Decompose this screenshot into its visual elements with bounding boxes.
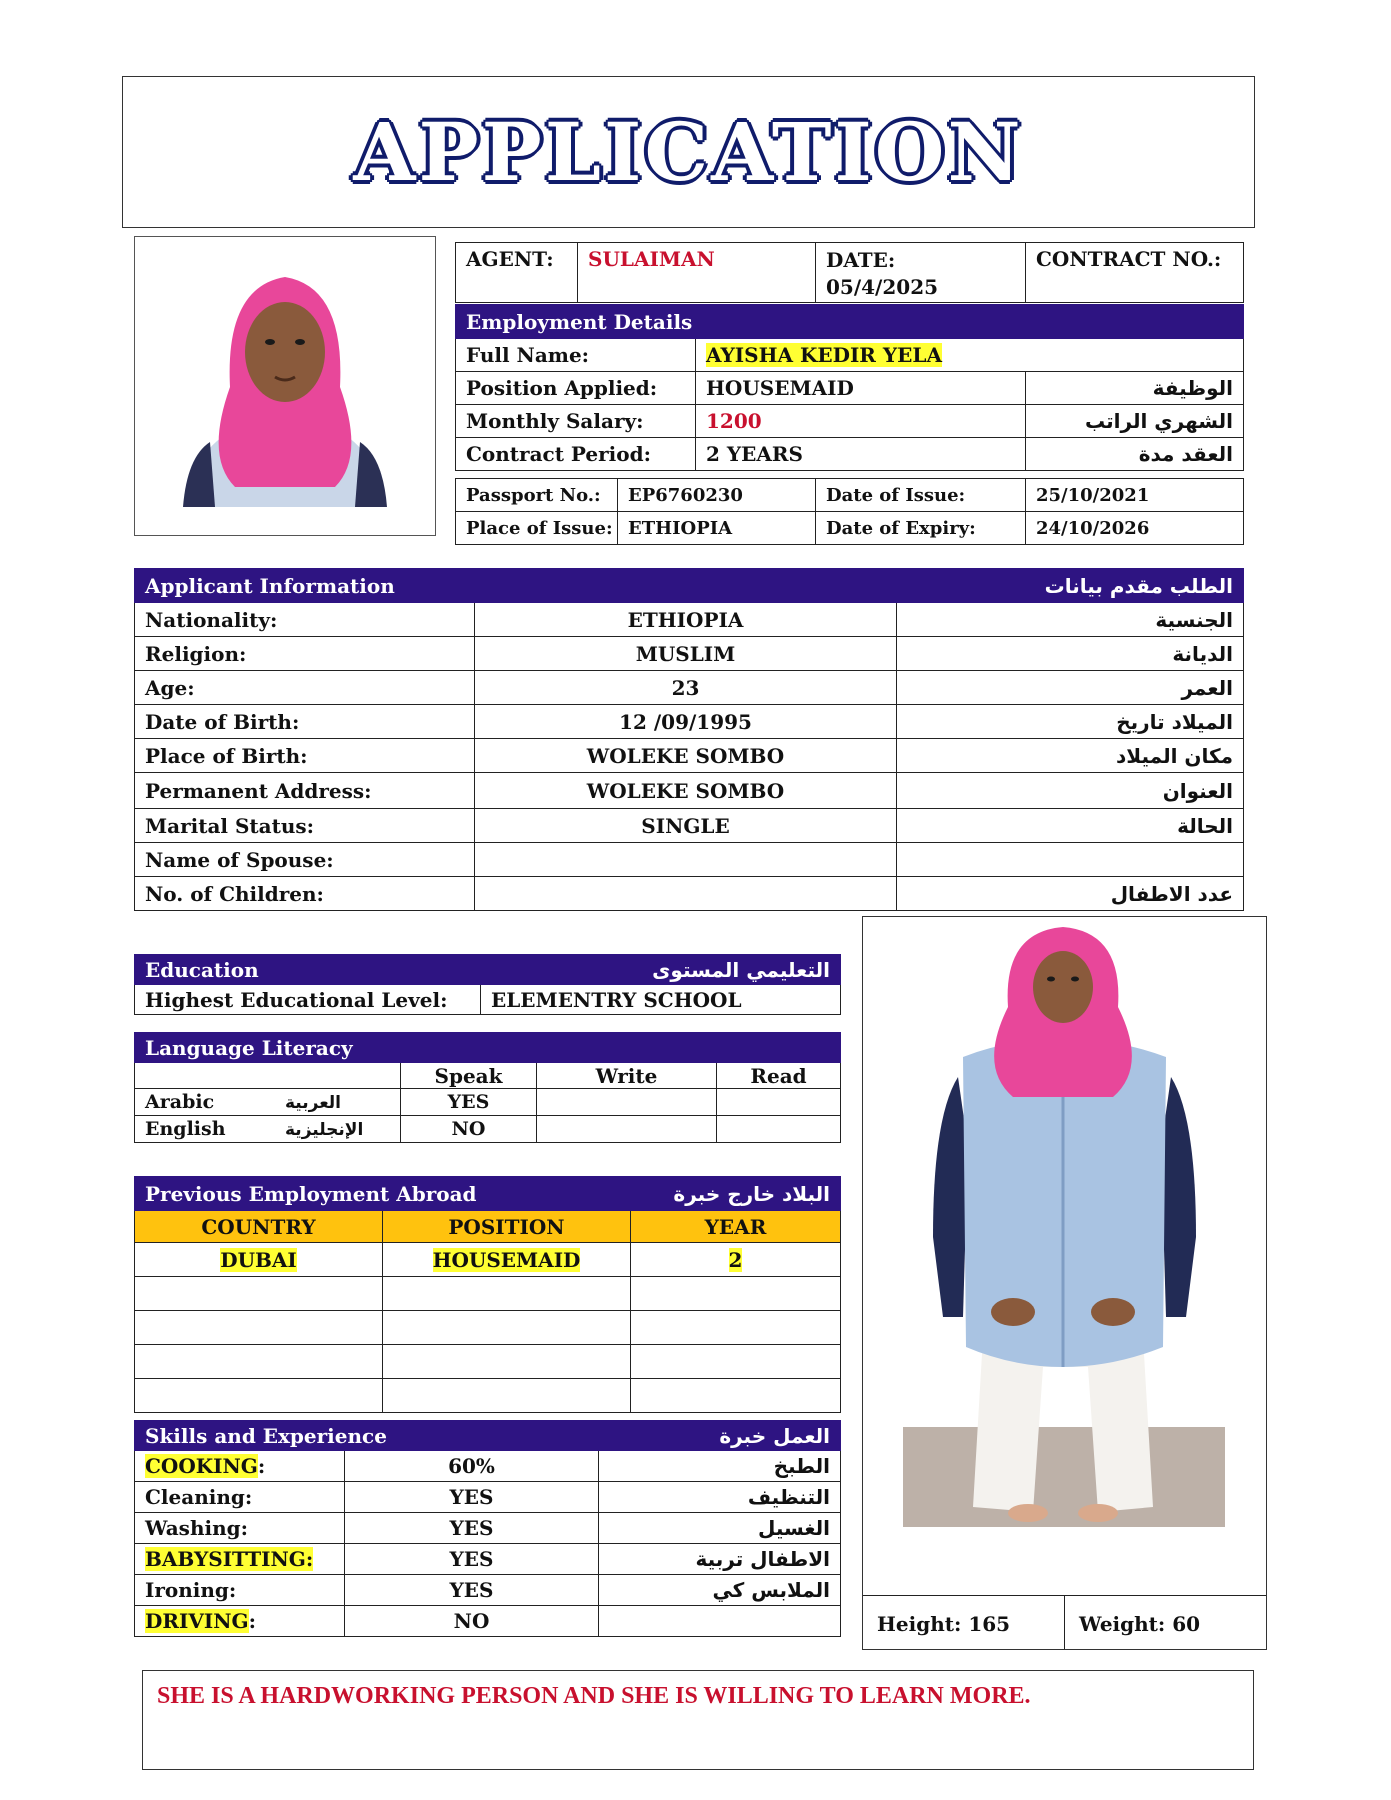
religion-label: Religion: [135,637,475,671]
age-ar: العمر [897,671,1244,705]
driving-ar [599,1606,841,1637]
measurements-table [862,1595,1267,1650]
dob-value: 12 /09/1995 [475,705,897,739]
babysitting-ar: الاطفال تربية [599,1544,841,1575]
babysitting-cell [135,1544,345,1575]
driving-value: NO [345,1606,599,1637]
contract-label: CONTRACT NO.: [1026,243,1244,303]
passport-table [455,478,1244,545]
education-value: ELEMENTRY SCHOOL [481,985,841,1015]
contract-period-ar: العقد مدة [1026,438,1244,471]
date-cell [816,243,1026,303]
washing-value: YES [345,1513,599,1544]
position-ar: الوظيفة [1026,372,1244,405]
salary-ar: الشهري الراتب [1026,405,1244,438]
dob-ar: الميلاد تاريخ [897,705,1244,739]
table-row [135,1345,841,1379]
empty-cell [135,1277,383,1311]
ironing-value: YES [345,1575,599,1606]
prev-country: DUBAI [220,1247,297,1272]
place-of-issue-label: Place of Issue: [456,512,618,545]
previous-employment-table [134,1176,841,1413]
empty-cell [383,1379,631,1413]
employment-table [455,304,1244,471]
date-label: DATE: [826,248,896,272]
table-row [135,1243,841,1277]
ironing-label: Ironing: [135,1575,345,1606]
english-speak: NO [401,1116,537,1143]
cleaning-label: Cleaning: [135,1482,345,1513]
full-body-photo [862,916,1267,1650]
driving-label: DRIVING [145,1609,249,1633]
position-value: HOUSEMAID [696,372,1026,405]
cooking-ar: الطبخ [599,1451,841,1482]
address-value: WOLEKE SOMBO [475,773,897,809]
empty-cell [631,1277,841,1311]
weight-value: Weight: 60 [1065,1596,1268,1651]
cleaning-ar: التنظيف [599,1482,841,1513]
date-value: 05/4/2025 [826,275,939,299]
english-language-cell [135,1116,401,1143]
applicant-heading-ar: الطلب مقدم بيانات [897,569,1244,603]
children-label: No. of Children: [135,877,475,911]
cleaning-value: YES [345,1482,599,1513]
marital-value: SINGLE [475,809,897,843]
full-name-cell [696,339,1244,372]
language-blank-header [135,1063,401,1089]
write-column-header: Write [537,1063,717,1089]
applicant-table [134,568,1244,911]
washing-label: Washing: [135,1513,345,1544]
skills-heading-ar: العمل خبرة [599,1421,841,1451]
previous-heading: Previous Employment Abroad [135,1177,631,1211]
country-column-header: COUNTRY [135,1211,383,1243]
education-table [134,954,841,1015]
position-column-header: POSITION [383,1211,631,1243]
empty-cell [631,1311,841,1345]
read-column-header: Read [717,1063,841,1089]
religion-value: MUSLIM [475,637,897,671]
marital-ar: الحالة [897,809,1244,843]
spouse-ar [897,843,1244,877]
speak-column-header: Speak [401,1063,537,1089]
babysitting-label: BABYSITTING: [145,1547,314,1571]
language-heading: Language Literacy [135,1033,841,1063]
empty-cell [135,1345,383,1379]
empty-cell [383,1345,631,1379]
full-name-value: AYISHA KEDIR YELA [706,343,942,367]
arabic-write [537,1089,717,1116]
english-write [537,1116,717,1143]
arabic-language-cell [135,1089,401,1116]
children-value [475,877,897,911]
skills-table [134,1420,841,1637]
salary-label: Monthly Salary: [456,405,696,438]
driving-colon: : [248,1609,256,1633]
arabic-read [717,1089,841,1116]
prev-year: 2 [728,1247,743,1272]
full-body-image [863,917,1266,1595]
cooking-colon: : [257,1454,266,1478]
salary-value: 1200 [696,405,1026,438]
remark-box [142,1670,1254,1770]
religion-ar: الديانة [897,637,1244,671]
arabic-language-label: Arabic [145,1091,215,1113]
prev-position-cell [383,1243,631,1277]
driving-cell [135,1606,345,1637]
agent-table [455,242,1244,303]
address-label: Permanent Address: [135,773,475,809]
education-heading: Education [135,955,481,985]
nationality-label: Nationality: [135,603,475,637]
dob-label: Date of Birth: [135,705,475,739]
birthplace-ar: مكان الميلاد [897,739,1244,773]
agent-value: SULAIMAN [578,243,816,303]
nationality-ar: الجنسية [897,603,1244,637]
birthplace-label: Place of Birth: [135,739,475,773]
agent-label: AGENT: [456,243,578,303]
spouse-value [475,843,897,877]
arabic-language-ar: العربية [285,1093,342,1113]
issue-date-label: Date of Issue: [816,479,1026,512]
washing-ar: الغسيل [599,1513,841,1544]
marital-label: Marital Status: [135,809,475,843]
english-read [717,1116,841,1143]
age-label: Age: [135,671,475,705]
title-box [122,76,1255,228]
issue-date-value: 25/10/2021 [1026,479,1244,512]
prev-position: HOUSEMAID [432,1247,581,1272]
birthplace-value: WOLEKE SOMBO [475,739,897,773]
children-ar: عدد الاطفال [897,877,1244,911]
portrait-image [135,237,435,535]
address-ar: العنوان [897,773,1244,809]
empty-cell [383,1277,631,1311]
cooking-value: 60% [345,1451,599,1482]
spouse-label: Name of Spouse: [135,843,475,877]
place-of-issue-value: ETHIOPIA [618,512,816,545]
education-label: Highest Educational Level: [135,985,481,1015]
empty-cell [631,1379,841,1413]
age-value: 23 [475,671,897,705]
contract-period-value: 2 YEARS [696,438,1026,471]
full-name-label: Full Name: [456,339,696,372]
passport-no-value: EP6760230 [618,479,816,512]
employment-heading: Employment Details [456,305,1244,339]
skills-heading: Skills and Experience [135,1421,599,1451]
remark-text: SHE IS A HARDWORKING PERSON AND SHE IS WILLING TO LEARN MORE. [157,1683,1031,1709]
arabic-speak: YES [401,1089,537,1116]
babysitting-value: YES [345,1544,599,1575]
education-heading-ar: التعليمي المستوى [481,955,841,985]
cooking-cell [135,1451,345,1482]
table-row [135,1379,841,1413]
table-row [135,1311,841,1345]
cooking-label: COOKING [145,1454,258,1478]
expiry-date-label: Date of Expiry: [816,512,1026,545]
year-column-header: YEAR [631,1211,841,1243]
empty-cell [631,1345,841,1379]
empty-cell [135,1311,383,1345]
english-language-ar: الإنجليزية [285,1120,364,1140]
height-value: Height: 165 [863,1596,1065,1651]
language-table [134,1032,841,1143]
ironing-ar: الملابس كي [599,1575,841,1606]
empty-cell [383,1311,631,1345]
applicant-heading: Applicant Information [135,569,897,603]
previous-heading-ar: البلاد خارج خبرة [631,1177,841,1211]
prev-country-cell [135,1243,383,1277]
expiry-date-value: 24/10/2026 [1026,512,1244,545]
page-title: APPLICATION [353,105,1024,199]
contract-period-label: Contract Period: [456,438,696,471]
prev-year-cell [631,1243,841,1277]
english-language-label: English [145,1118,226,1140]
table-row [135,1277,841,1311]
empty-cell [135,1379,383,1413]
passport-no-label: Passport No.: [456,479,618,512]
position-label: Position Applied: [456,372,696,405]
nationality-value: ETHIOPIA [475,603,897,637]
portrait-photo [134,236,436,536]
